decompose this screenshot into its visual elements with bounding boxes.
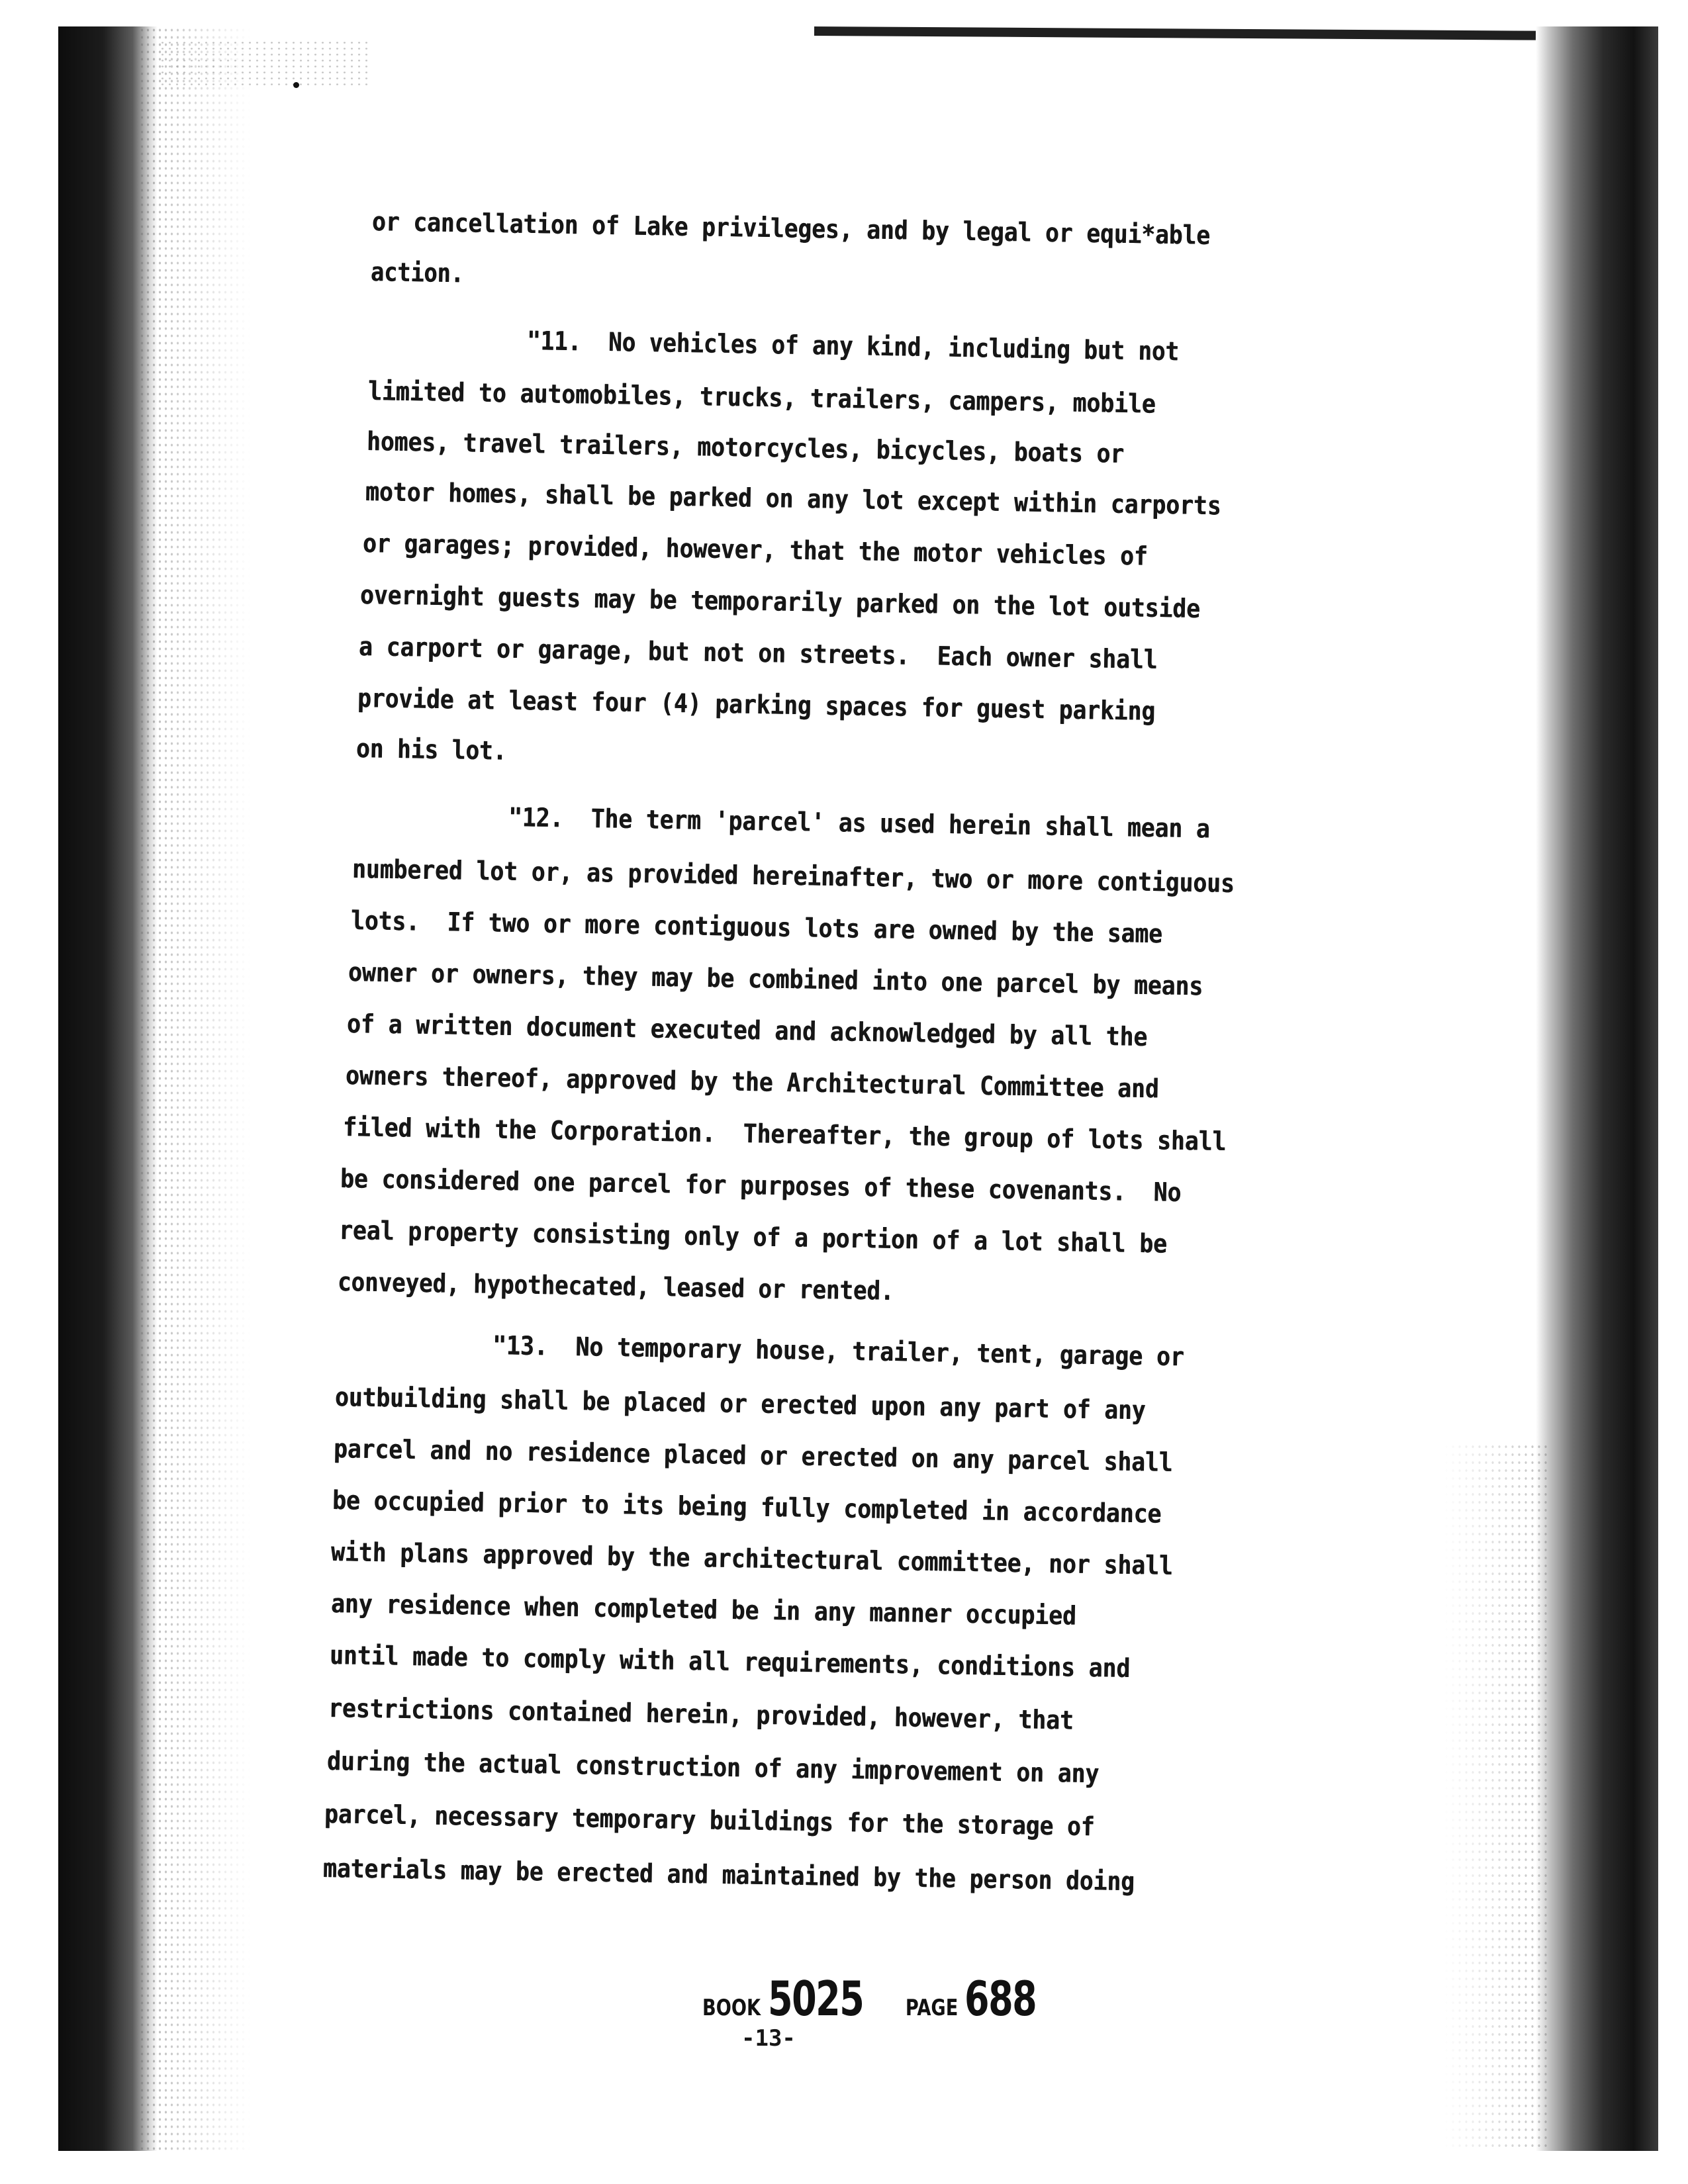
text-line: during the actual construction of any improvement on any <box>326 1747 1100 1790</box>
page-reference: 688 <box>964 1971 1037 2026</box>
book-number: 5025 <box>768 1971 864 2026</box>
book-label: BOOK <box>702 1995 761 2021</box>
text-line: parcel and no residence placed or erected on any parcel shall <box>333 1434 1173 1479</box>
text-line: action. <box>370 257 465 289</box>
text-line: of a written document executed and acknowledged by all the <box>346 1009 1148 1053</box>
text-line: on his lot. <box>355 734 507 766</box>
text-line: lots. If two or more contiguous lots are owned by the same <box>350 906 1163 950</box>
text-line: materials may be erected and maintained by the person doing <box>322 1854 1135 1897</box>
text-line: homes, travel trailers, motorcycles, bicycles, boats or <box>366 427 1125 469</box>
text-line: be occupied prior to its being fully completed in accordance <box>332 1486 1162 1529</box>
text-line: parcel, necessary temporary buildings for the storage of <box>324 1799 1095 1843</box>
text-line: a carport or garage, but not on streets. Each owner shall <box>358 632 1158 676</box>
text-line: real property consisting only of a portion of a lot shall be <box>338 1216 1168 1259</box>
text-line: owners thereof, approved by the Architectural Committee and <box>345 1061 1159 1105</box>
text-line: with plans approved by the architectural committee, nor shall <box>330 1537 1174 1582</box>
text-line: owner or owners, they may be combined into one parcel by means <box>348 958 1203 1002</box>
page-number: -13- <box>741 2025 796 2052</box>
text-line: "13. No temporary house, trailer, tent, garage or <box>492 1331 1185 1373</box>
text-line: limited to automobiles, trucks, trailers, campers, mobile <box>367 377 1156 420</box>
text-line: conveyed, hypothecated, leased or rented. <box>337 1267 894 1306</box>
text-line: motor homes, shall be parked on any lot except within carports <box>365 477 1221 522</box>
text-line: or cancellation of Lake privileges, and by legal or equi*able <box>371 207 1211 251</box>
text-line: outbuilding shall be placed or erected upon any part of any <box>334 1383 1146 1426</box>
text-line: be considered one parcel for purposes of these covenants. No <box>340 1164 1182 1208</box>
text-line: or garages; provided, however, that the motor vehicles of <box>362 529 1148 572</box>
text-line: numbered lot or, as provided hereinafter, two or more contiguous <box>352 854 1235 899</box>
text-line: "11. No vehicles of any kind, including but not <box>526 326 1180 367</box>
text-line: provide at least four (4) parking spaces for guest parking <box>357 684 1156 727</box>
text-line: overnight guests may be temporarily parked on the lot outside <box>359 580 1201 625</box>
text-line: any residence when completed be in any manner occupied <box>330 1589 1077 1631</box>
text-line: filed with the Corporation. Thereafter, the group of lots shall <box>342 1113 1227 1158</box>
text-line: "12. The term 'parcel' as used herein shall mean a <box>508 803 1211 844</box>
book-page-reference <box>695 1971 1060 2026</box>
page-label: PAGE <box>905 1995 959 2021</box>
text-line: restrictions contained herein, provided, however, that <box>328 1694 1074 1736</box>
text-line: until made to comply with all requirements, conditions and <box>329 1641 1131 1684</box>
